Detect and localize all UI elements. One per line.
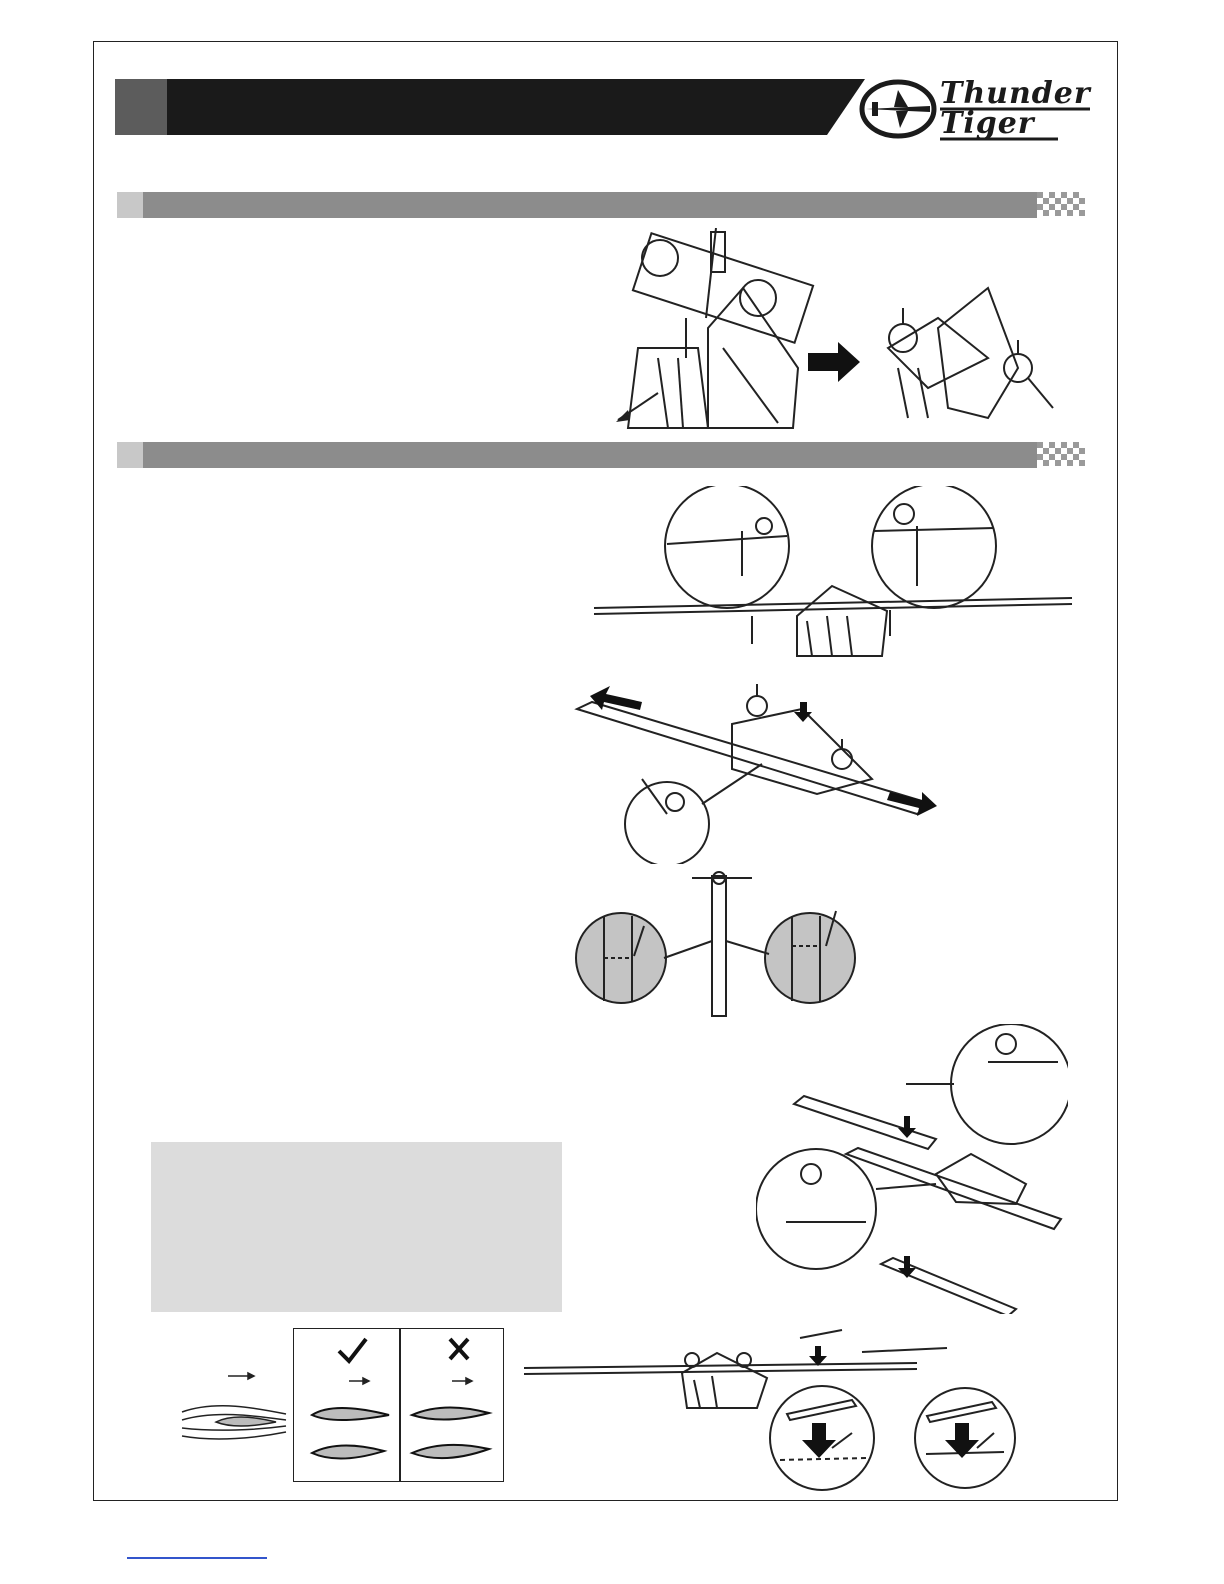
tracking-down-arrow-icon <box>802 1423 836 1458</box>
check-icon <box>339 1339 366 1361</box>
figure-blade-slide-adjust <box>572 684 952 864</box>
figure-blade-cg-marking <box>574 866 874 1026</box>
arrow-right-icon <box>808 342 860 382</box>
section-bar-2 <box>117 442 1091 468</box>
footer-link[interactable] <box>127 1557 267 1559</box>
brand-name-line2: Tiger <box>940 106 1035 141</box>
header-bar <box>115 79 865 135</box>
logo-underline <box>858 76 1098 142</box>
figure-head-mount-on-stand <box>598 228 1088 433</box>
airfoil-incorrect-top <box>412 1407 489 1419</box>
cross-icon <box>450 1339 468 1359</box>
section-bar-1 <box>117 192 1091 218</box>
note-box <box>151 1142 562 1312</box>
airfoil-comparison-drawings <box>294 1329 505 1483</box>
figure-blades-level <box>592 486 1082 666</box>
brand-name-line1: Thunder <box>940 76 1091 111</box>
header-title-band <box>167 79 865 135</box>
brand-logo <box>858 76 1098 142</box>
slide-left-arrow-icon <box>590 686 642 710</box>
header-accent-block <box>115 79 167 135</box>
airfoil-comparison-box <box>293 1328 504 1482</box>
airfoil-correct-bottom <box>312 1445 384 1458</box>
airfoil-correct-top <box>312 1408 389 1420</box>
airfoil-incorrect-bottom <box>412 1445 489 1458</box>
figure-blade-tracking-tape <box>522 1318 1022 1493</box>
figure-tape-placement <box>756 1024 1068 1314</box>
figure-airflow-airfoil <box>176 1370 291 1440</box>
